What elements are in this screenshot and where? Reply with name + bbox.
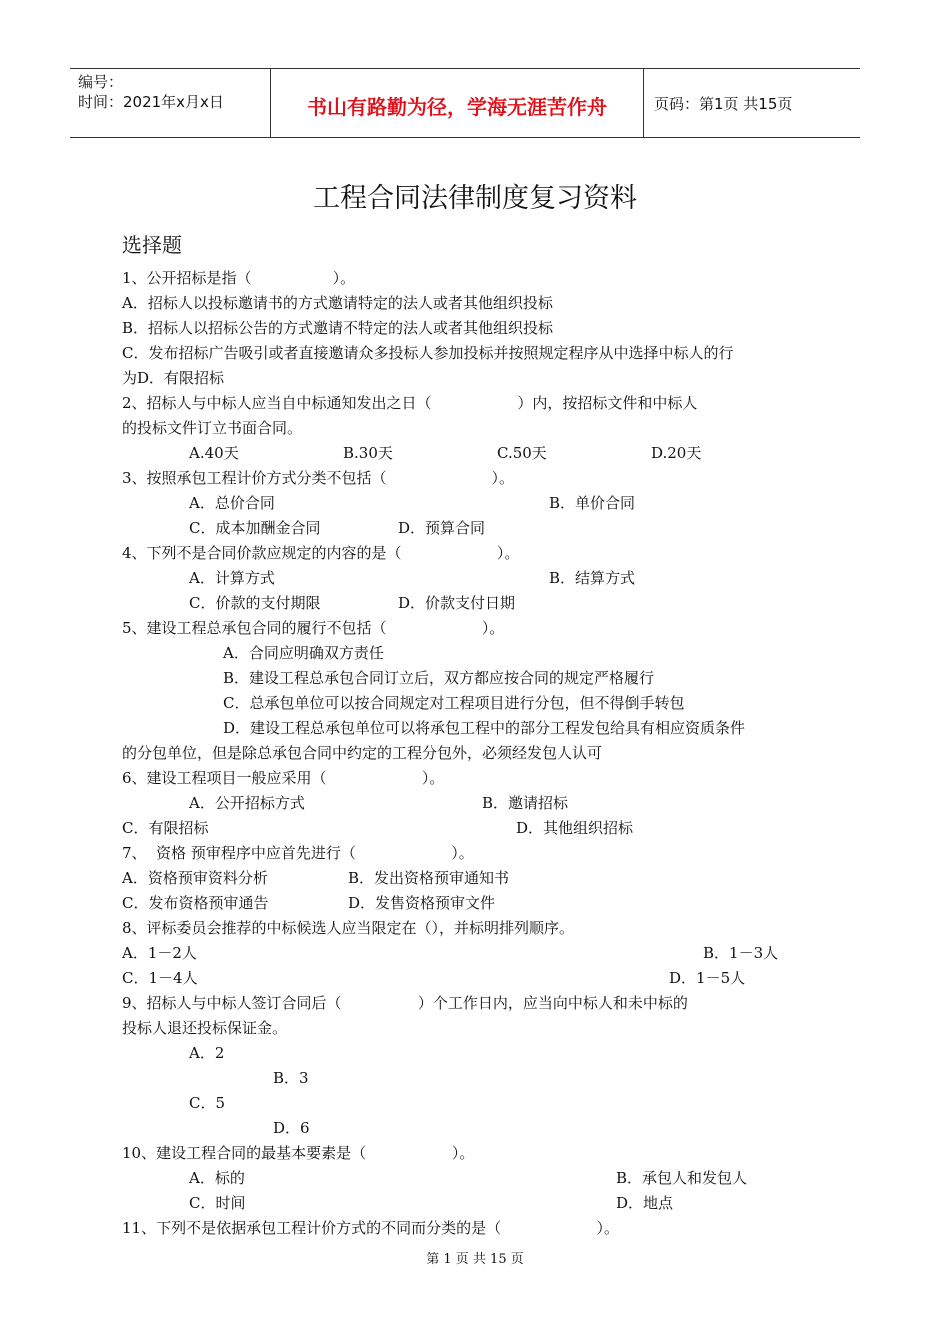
option-text: A．公开招标方式 — [189, 794, 305, 812]
page-footer: 第 1 页 共 15 页 — [426, 1252, 524, 1267]
page-header — [70, 68, 860, 138]
option-text: B.30天 — [343, 444, 393, 462]
text-line: 1、公开招标是指（ ）。 — [122, 269, 356, 287]
document-number-label: 编号： — [78, 73, 124, 91]
option-text: B．承包人和发包人 — [616, 1169, 748, 1187]
option-text: B．邀请招标 — [482, 794, 569, 812]
option-text: A．计算方式 — [189, 569, 275, 587]
option-text: D．1－5人 — [669, 969, 746, 987]
option-text: A.40天 — [189, 444, 239, 462]
text-line: 的投标文件订立书面合同。 — [122, 419, 303, 437]
option-text: B．发出资格预审通知书 — [348, 869, 510, 887]
option-text: D．建设工程总承包单位可以将承包工程中的部分工程发包给具有相应资质条件 — [223, 719, 746, 737]
option-text: C.50天 — [497, 444, 547, 462]
option-text: B．3 — [273, 1069, 309, 1087]
text-line: C．发布招标广告吸引或者直接邀请众多投标人参加投标并按照规定程序从中选择中标人的行 — [122, 344, 734, 362]
header-motto-cell — [271, 69, 644, 137]
text-line: 7、 资格 预审程序中应首先进行（ ）。 — [122, 844, 474, 862]
document-title: 工程合同法律制度复习资料 — [313, 183, 637, 214]
option-text: D.20天 — [651, 444, 702, 462]
option-text: A．资格预审资料分析 — [122, 869, 268, 887]
option-text: D．发售资格预审文件 — [348, 894, 496, 912]
header-right-cell — [644, 69, 860, 137]
option-text: C．有限招标 — [122, 819, 209, 837]
option-text: C．发布资格预审通告 — [122, 894, 269, 912]
text-line: 投标人退还投标保证金。 — [122, 1019, 288, 1037]
option-text: D．其他组织招标 — [516, 819, 634, 837]
header-left-cell — [70, 69, 271, 137]
option-text: C．1－4人 — [122, 969, 198, 987]
option-text: A．1－2人 — [122, 944, 197, 962]
text-line: A．招标人以投标邀请书的方式邀请特定的法人或者其他组织投标 — [122, 294, 553, 312]
option-text: D．地点 — [616, 1194, 674, 1212]
document-time-label: 时间：2021年x月x日 — [78, 93, 224, 111]
section-heading: 选择题 — [122, 233, 182, 257]
text-line: 6、建设工程项目一般应采用（ ）。 — [122, 769, 445, 787]
option-text: D．6 — [273, 1119, 310, 1137]
option-text: C．总承包单位可以按合同规定对工程项目进行分包，但不得倒手转包 — [223, 694, 685, 712]
text-line: 9、招标人与中标人签订合同后（ ）个工作日内，应当向中标人和未中标的 — [122, 994, 688, 1012]
option-text: B．建设工程总承包合同订立后，双方都应按合同的规定严格履行 — [223, 669, 655, 687]
option-text: A．标的 — [189, 1169, 245, 1187]
option-text: B．单价合同 — [549, 494, 636, 512]
option-text: B．1－3人 — [703, 944, 779, 962]
option-text: C．价款的支付期限 — [189, 594, 321, 612]
option-text: D．预算合同 — [398, 519, 486, 537]
option-text: C．成本加酬金合同 — [189, 519, 321, 537]
text-line: 4、下列不是合同价款应规定的内容的是（ ）。 — [122, 544, 520, 562]
text-line: 的分包单位，但是除总承包合同中约定的工程分包外，必须经发包人认可 — [122, 744, 603, 762]
option-text: D．价款支付日期 — [398, 594, 516, 612]
option-text: B．结算方式 — [549, 569, 636, 587]
text-line: 5、建设工程总承包合同的履行不包括（ ）。 — [122, 619, 505, 637]
text-line: 3、按照承包工程计价方式分类不包括（ ）。 — [122, 469, 514, 487]
text-line: 2、招标人与中标人应当自中标通知发出之日（ ）内，按招标文件和中标人 — [122, 394, 698, 412]
option-text: A．总价合同 — [189, 494, 275, 512]
header-motto: 书山有路勤为径，学海无涯苦作舟 — [307, 95, 607, 119]
text-line: 10、建设工程合同的最基本要素是（ ）。 — [122, 1144, 475, 1162]
header-page-info: 页码：第1页 共15页 — [654, 95, 793, 113]
option-text: C．时间 — [189, 1194, 246, 1212]
option-text: C．5 — [189, 1094, 226, 1112]
option-text: A．合同应明确双方责任 — [223, 644, 384, 662]
text-line: 为D．有限招标 — [122, 369, 225, 387]
text-line: 11、下列不是依据承包工程计价方式的不同而分类的是（ ）。 — [122, 1219, 619, 1237]
text-line: B．招标人以招标公告的方式邀请不特定的法人或者其他组织投标 — [122, 319, 554, 337]
option-text: A．2 — [189, 1044, 225, 1062]
text-line: 8、评标委员会推荐的中标候选人应当限定在（），并标明排列顺序。 — [122, 919, 575, 937]
